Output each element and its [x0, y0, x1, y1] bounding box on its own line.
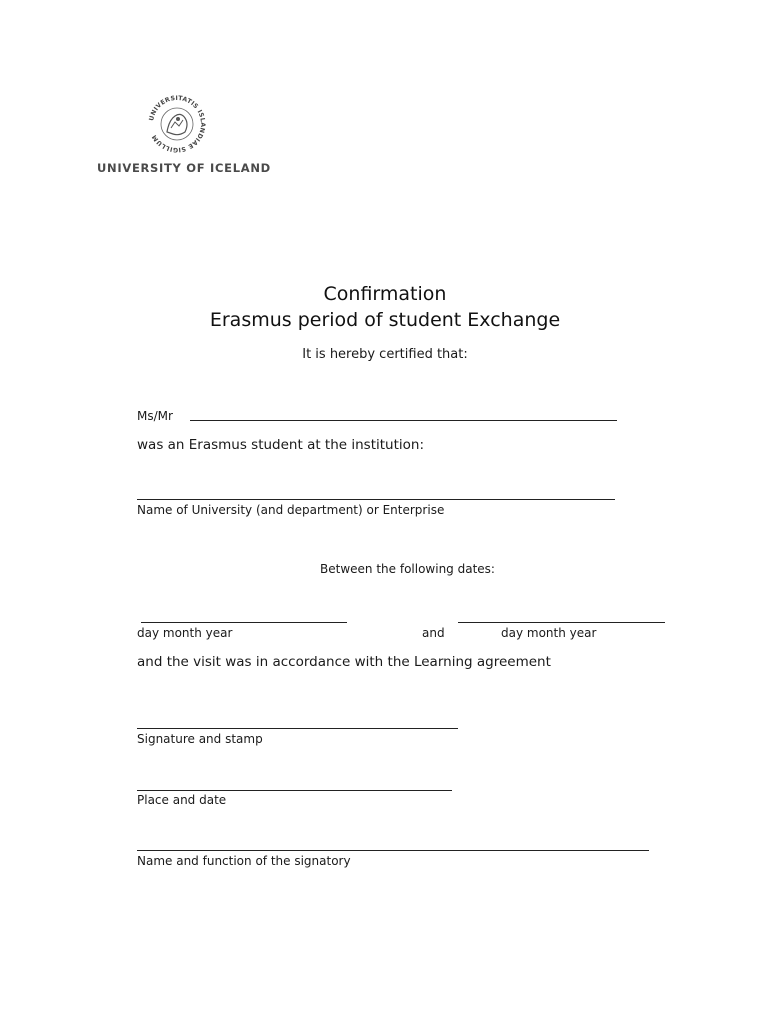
svg-text:UNIVERSITATIS ISLANDIAE SIGILL: UNIVERSITATIS ISLANDIAE SIGILLUM	[148, 94, 207, 154]
end-date-field[interactable]	[458, 622, 665, 623]
start-date-field[interactable]	[141, 622, 347, 623]
university-seal-icon	[145, 92, 209, 156]
signature-field[interactable]	[137, 728, 458, 729]
certification-intro: It is hereby certified that:	[302, 347, 468, 362]
signatory-field[interactable]	[137, 850, 649, 851]
dates-separator: and	[422, 626, 445, 640]
start-date-caption: day month year	[137, 626, 233, 640]
signatory-caption: Name and function of the signatory	[137, 854, 351, 868]
institution-statement: was an Erasmus student at the institution:	[137, 437, 425, 453]
student-name-label: Ms/Mr	[137, 409, 173, 423]
university-name: UNIVERSITY OF ICELAND	[97, 161, 271, 175]
signature-caption: Signature and stamp	[137, 732, 263, 746]
end-date-caption: day month year	[501, 626, 597, 640]
institution-name-field[interactable]	[137, 499, 615, 500]
dates-heading: Between the following dates:	[320, 562, 495, 576]
institution-field-caption: Name of University (and department) or Enterprise	[137, 503, 445, 517]
student-name-field[interactable]	[190, 420, 617, 421]
place-date-caption: Place and date	[137, 793, 227, 807]
place-date-field[interactable]	[137, 790, 452, 791]
document-title: Confirmation	[323, 283, 447, 305]
document-subtitle: Erasmus period of student Exchange	[209, 309, 561, 331]
agreement-statement: and the visit was in accordance with the Learning agreement	[137, 654, 551, 670]
